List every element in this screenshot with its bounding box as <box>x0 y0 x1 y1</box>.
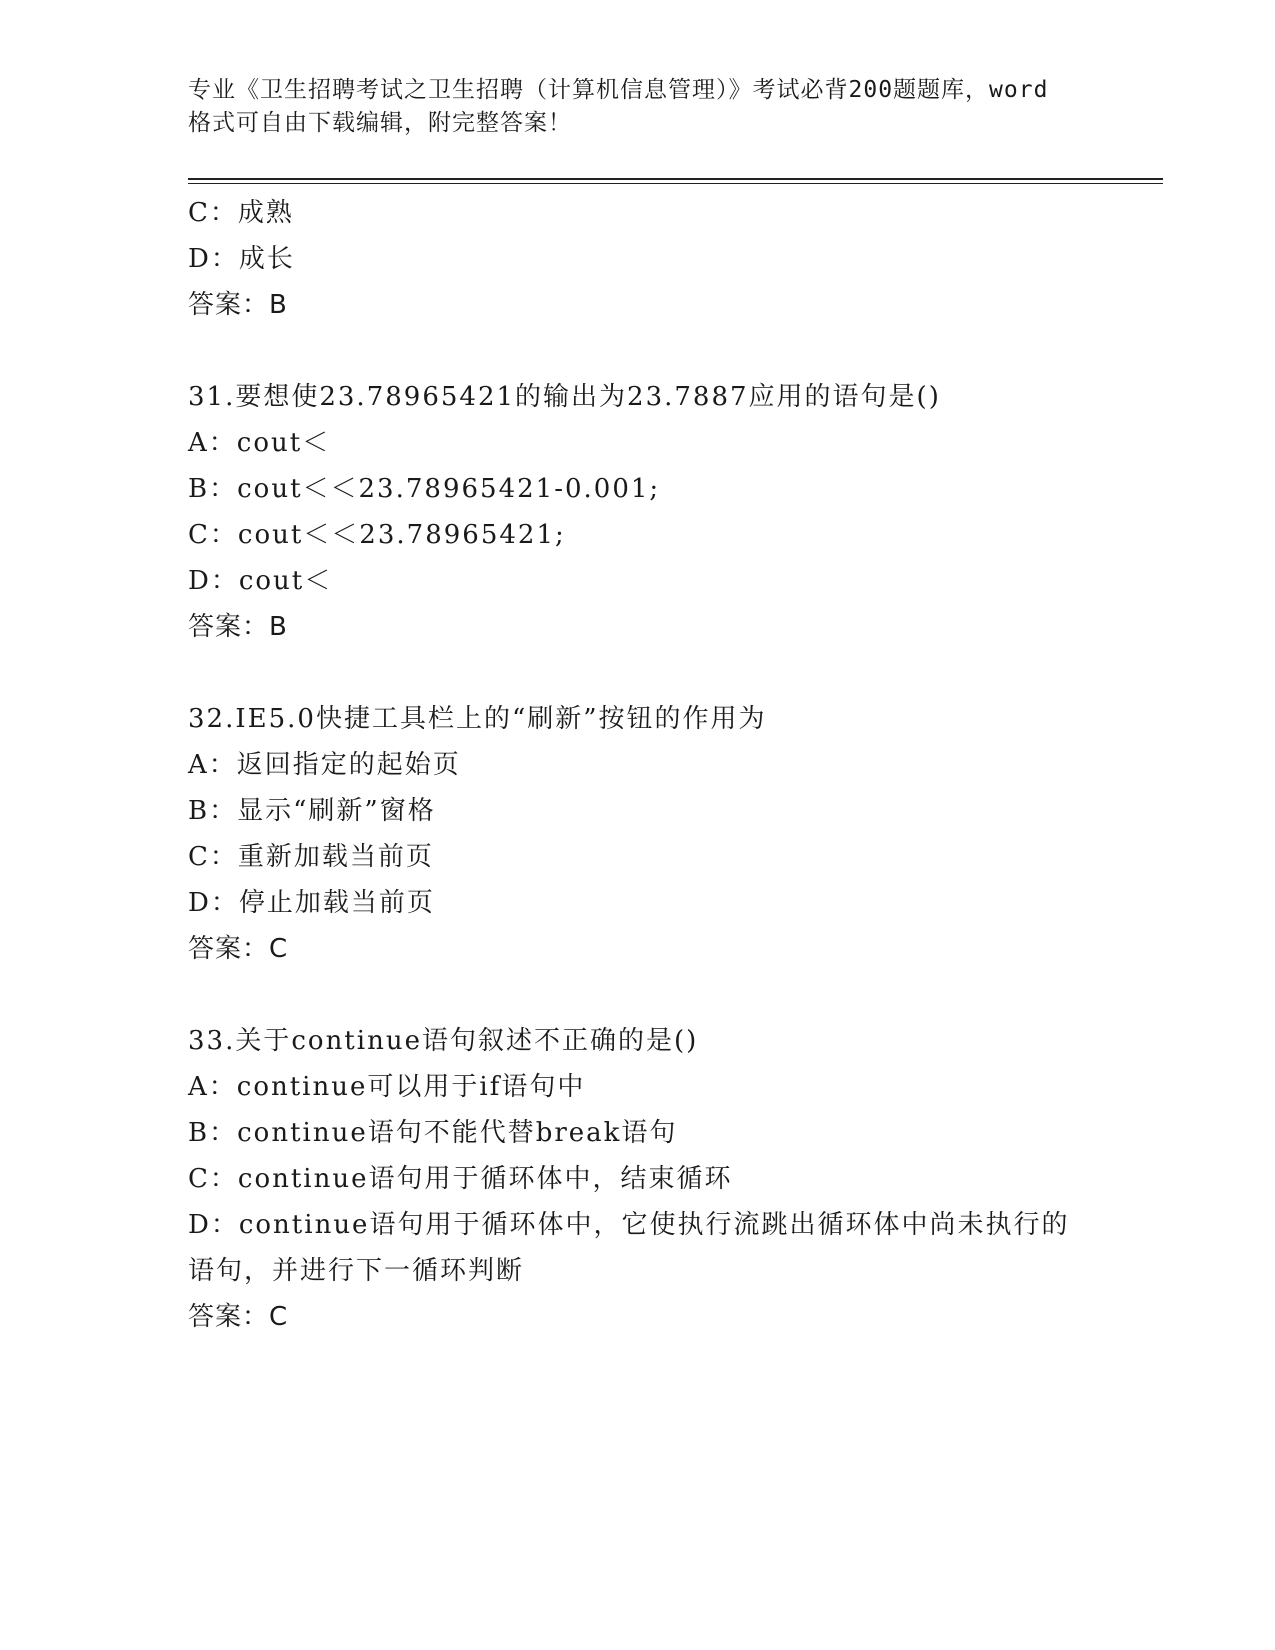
answer-line: 答案：B <box>188 612 288 642</box>
option-d: D：成长 <box>188 244 295 274</box>
option-d: D：停止加载当前页 <box>188 888 435 918</box>
option-a: A：continue可以用于if语句中 <box>188 1072 586 1102</box>
option-b: B：显示“刷新”窗格 <box>188 796 436 826</box>
question-32 <box>188 696 1088 972</box>
option-a: A：cout＜ <box>188 428 331 458</box>
question-stem: 32.IE5.0快捷工具栏上的“刷新”按钮的作用为 <box>188 704 767 734</box>
header-divider-bottom <box>188 183 1163 184</box>
option-c: C：成熟 <box>188 198 294 228</box>
header-line-2: 格式可自由下载编辑，附完整答案！ <box>188 110 572 136</box>
header-line-1: 专业《卫生招聘考试之卫生招聘（计算机信息管理）》考试必背200题题库，word <box>188 77 1049 103</box>
option-b: B：cout＜＜23.78965421-0.001; <box>188 474 661 504</box>
header-divider-top <box>188 178 1163 180</box>
answer-line: 答案：C <box>188 1302 289 1332</box>
question-stem: 33.关于continue语句叙述不正确的是() <box>188 1026 699 1056</box>
option-c: C：重新加载当前页 <box>188 842 434 872</box>
option-c: C：cout＜＜23.78965421; <box>188 520 566 550</box>
previous-question-tail <box>188 190 1088 328</box>
option-b: B：continue语句不能代替break语句 <box>188 1118 678 1148</box>
answer-line: 答案：B <box>188 290 288 320</box>
document-body <box>188 190 1088 1340</box>
question-33 <box>188 1018 1088 1340</box>
question-stem: 31.要想使23.78965421的输出为23.7887应用的语句是() <box>188 382 941 412</box>
option-c: C：continue语句用于循环体中，结束循环 <box>188 1164 733 1194</box>
option-d: D：cout＜ <box>188 566 333 596</box>
option-d: D：continue语句用于循环体中，它使执行流跳出循环体中尚未执行的语句，并进行下一循环判断 <box>188 1210 1070 1286</box>
option-a: A：返回指定的起始页 <box>188 750 461 780</box>
document-header <box>188 74 1088 140</box>
answer-line: 答案：C <box>188 934 289 964</box>
question-31 <box>188 374 1088 650</box>
